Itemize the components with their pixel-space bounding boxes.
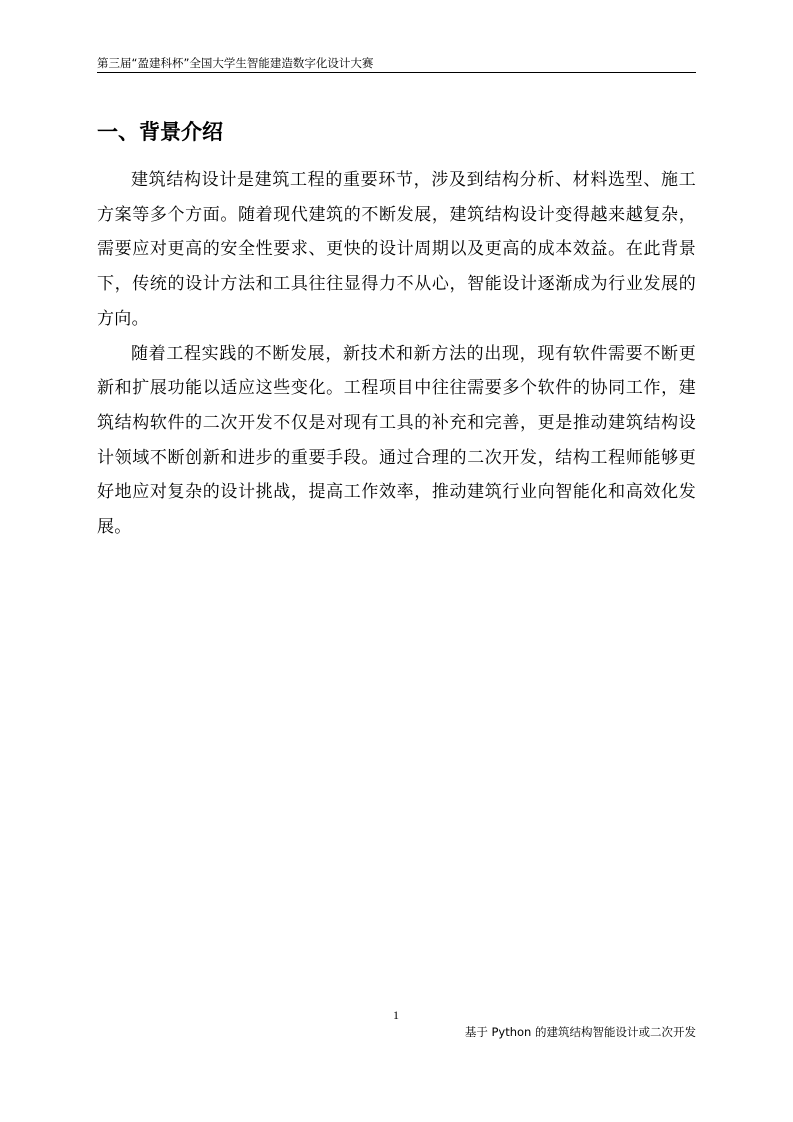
header-text: 第三届“盈建科杯”全国大学生智能建造数字化设计大赛 [97,56,374,70]
page-footer: 基于 Python 的建筑结构智能设计或二次开发 [464,1025,696,1039]
section-body [97,163,696,545]
paragraph: 随着工程实践的不断发展，新技术和新方法的出现，现有软件需要不断更新和扩展功能以适应这些变化。工程项目中往往需要多个软件的协同工作，建筑结构软件的二次开发不仅是对现有工具的补充和完善，更是推动建筑结构设计领域不断创新和进步的重要手段。通过合理的二次开发，结构工程师能够更好地应对复杂的设计挑战，提高工作效率，推动建筑行业向智能化和高效化发展。 [97,343,696,538]
page-number: 1 [393,1008,399,1022]
page-header [97,56,696,73]
paragraph: 建筑结构设计是建筑工程的重要环节，涉及到结构分析、材料选型、施工方案等多个方面。随着现代建筑的不断发展，建筑结构设计变得越来越复杂，需要应对更高的安全性要求、更快的设计周期以及更高的成本效益。在此背景下，传统的设计方法和工具往往显得力不从心，智能设计逐渐成为行业发展的方向。 [97,170,696,329]
section-heading: 一、背景介绍 [97,120,223,144]
